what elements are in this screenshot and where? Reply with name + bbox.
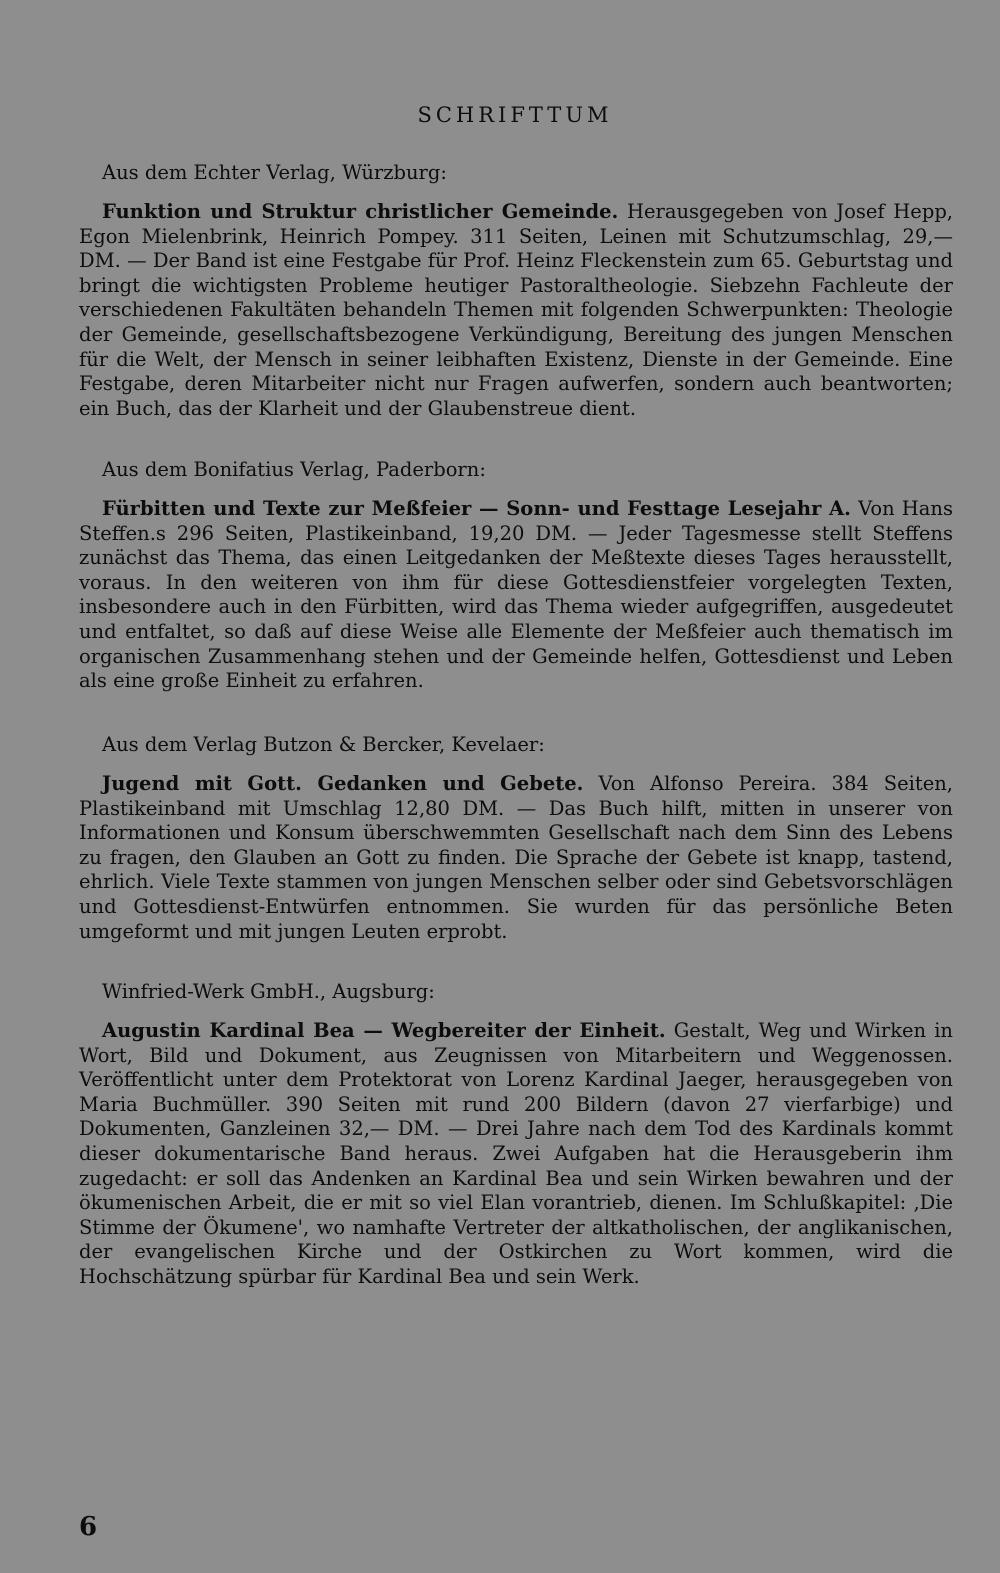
review-entry — [79, 497, 953, 694]
book-title: Funktion und Struktur christlicher Gemeinde. — [102, 200, 619, 223]
page-number: 6 — [79, 1512, 98, 1542]
review-text: Von Alfonso Pereira. 384 Seiten, Plastikeinband mit Umschlag 12,80 DM. — Das Buch hilft, mitten in unserer von Informationen und Konsum überschwemmten Gesellschaft nach dem Sinn des Lebens zu fragen, den Glauben an Gott zu finden. Die Sprache der Gebete ist knapp, tastend, ehrlich. Viele Texte stammen von jungen Menschen selber oder sind Gebetsvorschlägen und Gottesdienst-Entwürfen entnommen. Sie wurden für das persönliche Beten umgeformt und mit jungen Leuten erprobt. — [79, 772, 954, 943]
review-entry — [79, 772, 953, 944]
review-section-winfried-werk — [79, 980, 953, 1290]
review-section-butzon-bercker — [79, 733, 953, 944]
publisher-line: Aus dem Echter Verlag, Würzburg: — [102, 161, 447, 184]
review-text: Von Hans Steffen.s 296 Seiten, Plastikeinband, 19,20 DM. — Jeder Tagesmesse stellt Steffens zunächst das Thema, das einen Leitgedanken der Meßtexte dieses Tages herausstellt, voraus. In den weiteren von ihm für diese Gottesdienstfeier vorgelegten Texten, insbesondere auch in den Fürbitten, wird das Thema wieder aufgegriffen, ausgedeutet und entfaltet, so daß auf diese Weise alle Elemente der Meßfeier auch thematisch im organischen Zusammenhang stehen und der Gemeinde helfen, Gottesdienst und Leben als eine große Einheit zu erfahren. — [79, 497, 953, 693]
publisher-line: Aus dem Bonifatius Verlag, Paderborn: — [102, 458, 486, 481]
review-text: Gestalt, Weg und Wirken in Wort, Bild und Dokument, aus Zeugnissen von Mitarbeitern und Weggenossen. Veröffentlicht unter dem Protektorat von Lorenz Kardinal Jaeger, herausgegeben von Maria Buchmüller. 390 Seiten mit rund 200 Bildern (davon 27 vierfarbige) und Dokumenten, Ganzleinen 32,— DM. — Drei Jahre nach dem Tod des Kardinals kommt dieser dokumentarische Band heraus. Zwei Aufgaben hat die Herausgeberin ihm zugedacht: er soll das Andenken an Kardinal Bea und sein Wirken bewahren und der ökumenischen Arbeit, die er mit so viel Elan vorantrieb, dienen. Im Schlußkapitel: ‚Die Stimme der Ökumene', wo namhafte Vertreter der altkatholischen, der anglikanischen, der evangelischen Kirche und der Ostkirchen zu Wort kommen, wird die Hochschätzung spürbar für Kardinal Bea und sein Werk. — [79, 1019, 953, 1288]
review-entry — [79, 1019, 953, 1290]
publisher-line: Aus dem Verlag Butzon & Bercker, Kevelaer: — [102, 733, 545, 756]
page-heading: SCHRIFTTUM — [417, 103, 613, 127]
review-text: Herausgegeben von Josef Hepp, Egon Mielenbrink, Heinrich Pompey. 311 Seiten, Leinen mit Schutzumschlag, 29,— DM. — Der Band ist eine Festgabe für Prof. Heinz Fleckenstein zum 65. Geburtstag und bringt die wichtigsten Probleme heutiger Pastoraltheologie. Siebzehn Fachleute der verschiedenen Fakultäten behandeln Themen mit folgenden Schwerpunkten: Theologie der Gemeinde, gesellschaftsbezogene Verkündigung, Bereitung des jungen Menschen für die Welt, der Mensch in seiner leibhaften Existenz, Dienste in der Gemeinde. Eine Festgabe, deren Mitarbeiter nicht nur Fragen aufwerfen, sondern auch beantworten; ein Buch, das der Klarheit und der Glaubenstreue dient. — [79, 200, 954, 420]
review-entry — [79, 200, 953, 421]
book-title: Augustin Kardinal Bea — Wegbereiter der Einheit. — [102, 1019, 666, 1042]
book-title: Jugend mit Gott. Gedanken und Gebete. — [102, 772, 584, 795]
book-title: Fürbitten und Texte zur Meßfeier — Sonn- und Festtage Lesejahr A. — [102, 497, 851, 520]
review-section-echter — [79, 161, 953, 421]
review-section-bonifatius — [79, 458, 953, 694]
publisher-line: Winfried-Werk GmbH., Augsburg: — [102, 980, 435, 1003]
